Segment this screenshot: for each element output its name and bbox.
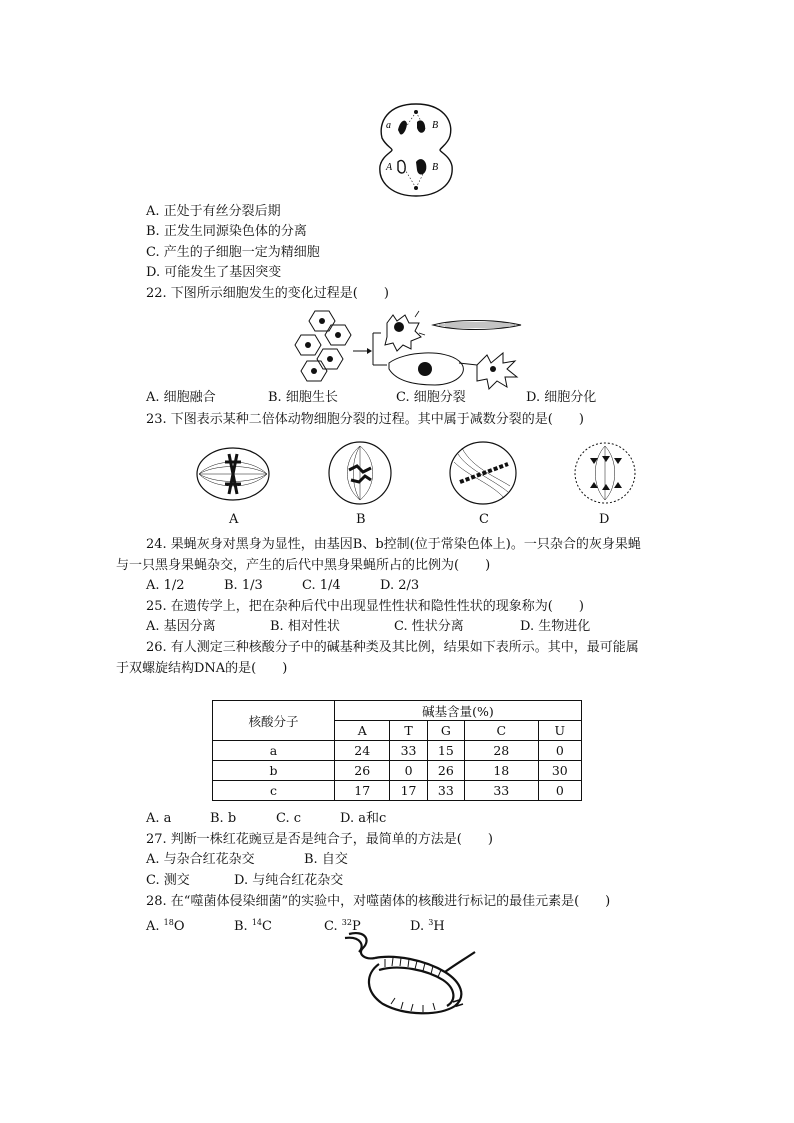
q27-option-c: C. 测交 [146,873,190,888]
q21-option-a: A. 正处于有丝分裂后期 [146,204,281,219]
header-bases: 碱基含量(%) [334,701,581,721]
q28-option-c-symbol: P [351,919,361,934]
header-molecule: 核酸分子 [213,701,335,741]
q26-option-c: C. c [276,811,302,826]
q24-option-b: B. 1/3 [224,578,263,593]
q28-option-b-prefix: B. [234,919,252,934]
q25-option-b: B. 相对性状 [270,619,340,634]
q25-option-d: D. 生物进化 [520,619,591,634]
q22-stem: 22. 下图所示细胞发生的变化过程是( ) [146,286,389,301]
q27-option-a: A. 与杂合红花杂交 [146,852,255,867]
cell: 17 [390,781,427,801]
cell: 26 [427,761,464,781]
q28-option-a-prefix: A. [146,919,164,934]
cell: 15 [427,741,464,761]
q23-cell-c [448,440,518,506]
q28-option-b-symbol: C [262,919,272,934]
table-row [213,741,582,761]
q25-option-a: A. 基因分离 [146,619,216,634]
q28-option-d-mass: 3 [428,918,434,927]
q27-stem: 27. 判断一株红花豌豆是否是纯合子，最简单的方法是( ) [146,832,493,847]
q25-stem: 25. 在遗传学上，把在杂种后代中出现显性性状和隐性性状的现象称为( ) [146,599,584,614]
dna-helix-figure [335,930,485,1020]
q21-fig-letter-b-top: B [432,120,439,131]
row-name: c [213,781,335,801]
q24-option-c: C. 1/4 [302,578,341,593]
column-t: T [390,721,427,741]
q21-option-b: B. 正发生同源染色体的分离 [146,224,307,239]
q26-option-a: A. a [146,811,172,826]
q26-stem-line2: 于双螺旋结构DNA的是( ) [116,661,288,676]
cell: 24 [334,741,389,761]
q27-option-d: D. 与纯合红花杂交 [234,873,344,888]
q28-option-d-prefix: D. [410,919,429,934]
cell: 0 [538,781,581,801]
row-name: b [213,761,335,781]
cell: 17 [334,781,389,801]
cell: 18 [465,761,539,781]
column-g: G [427,721,464,741]
q22-differentiation-figure [295,305,525,390]
q28-stem: 28. 在“噬菌体侵染细菌”的实验中，对噬菌体的核酸进行标记的最佳元素是( ) [146,894,611,909]
q21-cell-figure [376,100,456,200]
q23-label-b: B [356,512,366,527]
q21-fig-letter-b-bottom: B [432,162,439,173]
cell: 28 [465,741,539,761]
column-a: A [334,721,389,741]
q23-label-a: A [229,512,239,527]
q28-option-d-symbol: H [433,919,445,934]
q21-fig-letter-a-bottom: A [386,162,393,173]
q28-option-b [234,914,272,936]
cell: 0 [390,761,427,781]
q21-option-c: C. 产生的子细胞一定为精细胞 [146,245,320,260]
table-row [213,761,582,781]
q23-label-d: D [599,512,610,527]
q24-option-d: D. 2/3 [380,578,420,593]
q22-option-a: A. 细胞融合 [146,390,216,405]
q26-base-table [212,700,582,801]
cell: 26 [334,761,389,781]
q27-option-b: B. 自交 [304,852,348,867]
column-u: U [538,721,581,741]
q28-option-a-symbol: O [173,919,185,934]
q28-option-c-prefix: C. [324,919,342,934]
cell: 30 [538,761,581,781]
q23-stem: 23. 下图表示某种二倍体动物细胞分裂的过程。其中属于减数分裂的是( ) [146,412,584,427]
q25-option-c: C. 性状分离 [394,619,464,634]
q24-option-a: A. 1/2 [146,578,185,593]
q24-stem-line1: 24. 果蝇灰身对黑身为显性，由基因B、b控制(位于常染色体上)。一只杂合的灰身果蝇 [146,537,641,552]
q23-label-c: C [479,512,489,527]
column-c: C [465,721,539,741]
cell: 33 [427,781,464,801]
q23-cell-d [572,440,638,506]
q28-option-a-mass: 18 [163,918,174,927]
q26-option-d: D. a和c [340,811,387,826]
q23-cell-a [195,444,271,504]
row-name: a [213,741,335,761]
cell: 33 [465,781,539,801]
cell: 0 [538,741,581,761]
q26-stem-line1: 26. 有人测定三种核酸分子中的碱基种类及其比例，结果如下表所示。其中，最可能属 [146,640,639,655]
q22-option-b: B. 细胞生长 [268,390,338,405]
q28-option-b-mass: 14 [251,918,263,927]
q23-cell-b [327,440,393,506]
q24-stem-line2: 与一只黑身果蝇杂交，产生的后代中黑身果蝇所占的比例为( ) [116,558,491,573]
q21-fig-letter-a: a [386,120,391,131]
q26-option-b: B. b [210,811,237,826]
q28-option-a [146,914,185,936]
q28-option-c-mass: 32 [341,918,352,927]
q21-option-d: D. 可能发生了基因突变 [146,265,282,280]
table-header-row [213,701,582,721]
q22-option-d: D. 细胞分化 [526,390,597,405]
q22-option-c: C. 细胞分裂 [396,390,466,405]
cell: 33 [390,741,427,761]
table-row [213,781,582,801]
